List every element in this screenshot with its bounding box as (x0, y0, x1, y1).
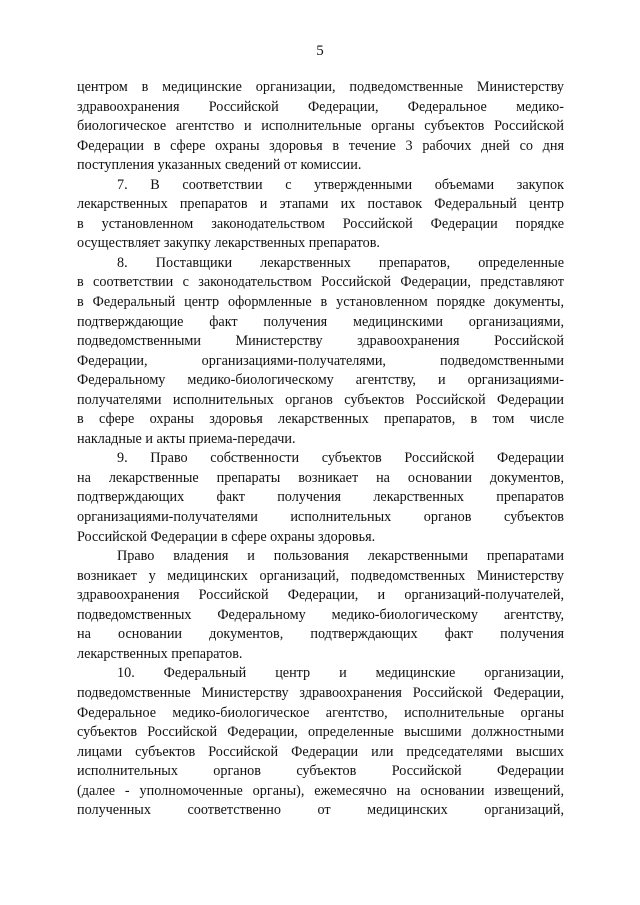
text-line: здравоохранения Российской Федерации, Федеральное медико- (77, 98, 564, 115)
text-line: исполнительных органов субъектов Российской Федерации (77, 763, 564, 780)
document-body (77, 78, 564, 821)
text-line: накладные и акты приема-передачи. (77, 430, 296, 447)
text-line: лекарственных препаратов и этапами их поставок Федеральный центр (77, 196, 564, 213)
text-line: 10. Федеральный центр и медицинские организации, (117, 665, 564, 682)
text-line: в сфере охраны здоровья лекарственных препаратов, в том числе (77, 411, 564, 428)
text-line: подведомственные Министерству здравоохранения Российской Федерации, (77, 684, 564, 701)
text-line: поступления указанных сведений от комиссии. (77, 157, 362, 174)
text-line: на основании документов, подтверждающих факт получения (77, 626, 564, 643)
text-line: в Федеральный центр оформленные в установленном порядке документы, (77, 294, 564, 311)
text-line: подтверждающих факт получения лекарственных препаратов (77, 489, 564, 506)
text-line: Федерации в сфере охраны здоровья в течение 3 рабочих дней со дня (77, 137, 564, 154)
text-line: центром в медицинские организации, подведомственные Министерству (77, 79, 564, 95)
text-line: получателями исполнительных органов субъектов Российской Федерации (77, 391, 564, 408)
text-line: (далее - уполномоченные органы), ежемесячно на основании извещений, (77, 782, 564, 799)
text-line: полученных соответственно от медицинских организаций, (77, 802, 564, 819)
text-line: лекарственных препаратов. (77, 645, 243, 662)
text-line: 9. Право собственности субъектов Российской Федерации (117, 450, 564, 467)
text-line: 7. В соответствии с утвержденными объемами закупок (117, 176, 564, 193)
text-line: подтверждающие факт получения медицинскими организациями, (77, 313, 564, 330)
text-line: субъектов Российской Федерации, определенные высшими должностными (77, 724, 564, 741)
text-line: организациями-получателями исполнительных органов субъектов (77, 509, 564, 526)
text-line: лицами субъектов Российской Федерации или председателями высших (77, 743, 564, 760)
text-line: Федеральное медико-биологическое агентство, исполнительные органы (77, 704, 564, 721)
text-line: Право владения и пользования лекарственными препаратами (117, 548, 564, 565)
text-line: 8. Поставщики лекарственных препаратов, определенные (117, 254, 564, 271)
text-line: биологическое агентство и исполнительные органы субъектов Российской (77, 118, 564, 135)
text-line: Федеральному медико-биологическому агентству, и организациями- (77, 372, 564, 389)
text-line: Федерации, организациями-получателями, подведомственными (77, 352, 564, 369)
text-line: возникает у медицинских организаций, подведомственных Министерству (77, 567, 564, 584)
text-line: осуществляет закупку лекарственных препаратов. (77, 235, 380, 252)
text-line: в соответствии с законодательством Российской Федерации, представляют (77, 274, 564, 291)
text-line: подведомственными Министерству здравоохранения Российской (77, 333, 564, 350)
text-line: подведомственных Федеральному медико-биологическому агентству, (77, 606, 564, 623)
page-number: 5 (316, 43, 324, 59)
text-line: на лекарственные препараты возникает на основании документов, (77, 469, 564, 486)
text-line: Российской Федерации в сфере охраны здоровья. (77, 528, 376, 545)
text-line: в установленном законодательством Российской Федерации порядке (77, 215, 564, 232)
text-line: здравоохранения Российской Федерации, и организаций-получателей, (77, 587, 564, 604)
